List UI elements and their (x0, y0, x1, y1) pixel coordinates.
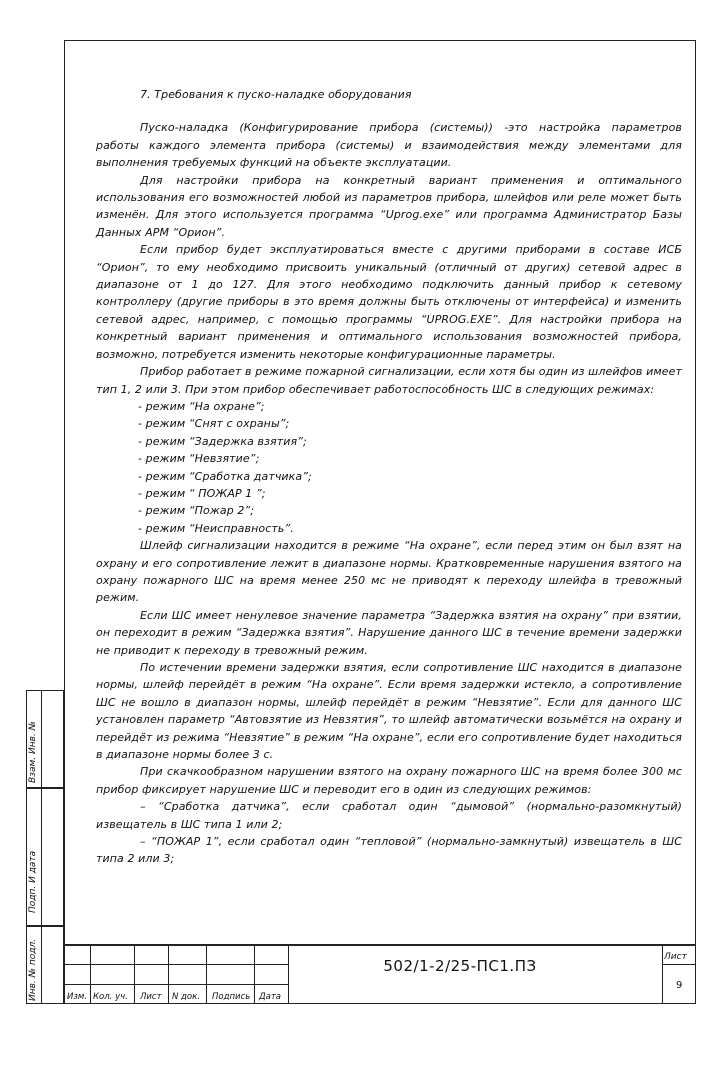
list-item: - режим “ ПОЖАР 1 ”; (138, 486, 266, 500)
list-item: - режим “Пожар 2”; (138, 504, 255, 518)
list-item: - режим “Задержка взятия”; (138, 434, 307, 448)
list-item: - режим “Сработка датчика”; (138, 469, 312, 483)
paragraph: Если ШС имеет ненулевое значение параметра “Задержка взятия на охрану” при взятии, он переходит в режим “Задержка взятия”. Нарушение данного ШС в течение времени задержки не приводит к переходу в тревожный режим. (96, 608, 682, 657)
document-number: 502/1-2/25-ПС1.ПЗ (383, 957, 537, 975)
list-item: - режим “Невзятие”; (138, 452, 260, 466)
paragraph: Пуско-наладка (Конфигурирование прибора (системы)) -это настройка параметров работы каждого элемента прибора (системы) и взаимодействия между элементами для выполнения требуемых функций на объекте эксплуатации. (96, 121, 682, 170)
side-field-inv (26, 926, 64, 1004)
sheet-number: 9 (676, 980, 683, 991)
list-item: - режим “Снят с охраны”; (138, 417, 290, 431)
side-label-podp-data: Подп. И дата (28, 850, 38, 913)
col-kol-uch: Кол. уч. (93, 992, 128, 1002)
side-field-vzam (26, 690, 64, 788)
paragraph: – “ПОЖАР 1”, если сработал один “тепловой” (нормально-замкнутый) извещатель в ШС типа 2 или 3; (96, 835, 682, 866)
sheet-label: Лист (664, 952, 687, 962)
modes-list (96, 398, 682, 537)
paragraph: Если прибор будет эксплуатироваться вместе с другими приборами в составе ИСБ “Орион”, то ему необходимо присвоить уникальный (отличный от других) сетевой адрес в диапазоне от 1 до 127. Для этого необходимо подключить данный прибор к сетевому контроллеру (другие приборы в это время должны быть отключены от интерфейса) и изменить сетевой адрес, например, с помощью программы “UPROG.EXE”. Для настройки прибора на конкретный вариант применения и оптимального использования возможностей прибора, возможно, потребуется изменить некоторые конфигурационные параметры. (96, 243, 682, 361)
document-body (96, 86, 682, 868)
list-item: - режим “На охране”; (138, 399, 265, 413)
paragraph: – “Сработка датчика”, если сработал один “дымовой” (нормально-разомкнутый) извещатель в ШС типа 1 или 2; (96, 800, 682, 831)
side-field-podp (26, 788, 64, 926)
paragraph: При скачкообразном нарушении взятого на охрану пожарного ШС на время более 300 мс прибор фиксирует нарушение ШС и переводит его в один из следующих режимов: (96, 765, 682, 796)
col-podpis: Подпись (212, 992, 251, 1002)
section-heading: 7. Требования к пуско-наладке оборудования (140, 88, 412, 101)
side-label-inv-podl: Инв. № подл. (28, 938, 38, 1001)
col-data: Дата (259, 992, 282, 1002)
paragraph: Для настройки прибора на конкретный вариант применения и оптимального использования его возможностей любой из параметров прибора, шлейфов или реле может быть изменён. Для этого используется программа “Uprog.exe” или программа Администратор Базы Данных АРМ “Орион”. (96, 173, 682, 239)
col-n-dok: N док. (172, 992, 200, 1002)
paragraph: По истечении времени задержки взятия, если сопротивление ШС находится в диапазоне нормы, шлейф перейдёт в режим “На охране”. Если время задержки истекло, а сопротивление ШС не вошло в диапазон нормы, шлейф перейдёт в режим “Невзятие”. Если для данного ШС установлен параметр “Автовзятие из Невзятия”, то шлейф автоматически возьмётся на охрану и перейдёт из режима “Невзятие” в режим “На охране”, если его сопротивление будет находиться в диапазоне нормы более 3 с. (96, 661, 682, 762)
col-izm: Изм. (67, 992, 87, 1002)
paragraph: Шлейф сигнализации находится в режиме “На охране”, если перед этим он был взят на охрану и его сопротивление лежит в диапазоне нормы. Кратковременные нарушения взятого на охрану пожарного ШС на время менее 250 мс не приводят к переходу шлейфа в тревожный режим. (96, 539, 682, 605)
col-list: Лист (140, 992, 162, 1002)
side-label-vzam: Взам. Инв. № (28, 721, 38, 783)
paragraph: Прибор работает в режиме пожарной сигнализации, если хотя бы один из шлейфов имеет тип 1, 2 или 3. При этом прибор обеспечивает работоспособность ШС в следующих режимах: (96, 365, 682, 396)
list-item: - режим “Неисправность”. (138, 521, 294, 535)
